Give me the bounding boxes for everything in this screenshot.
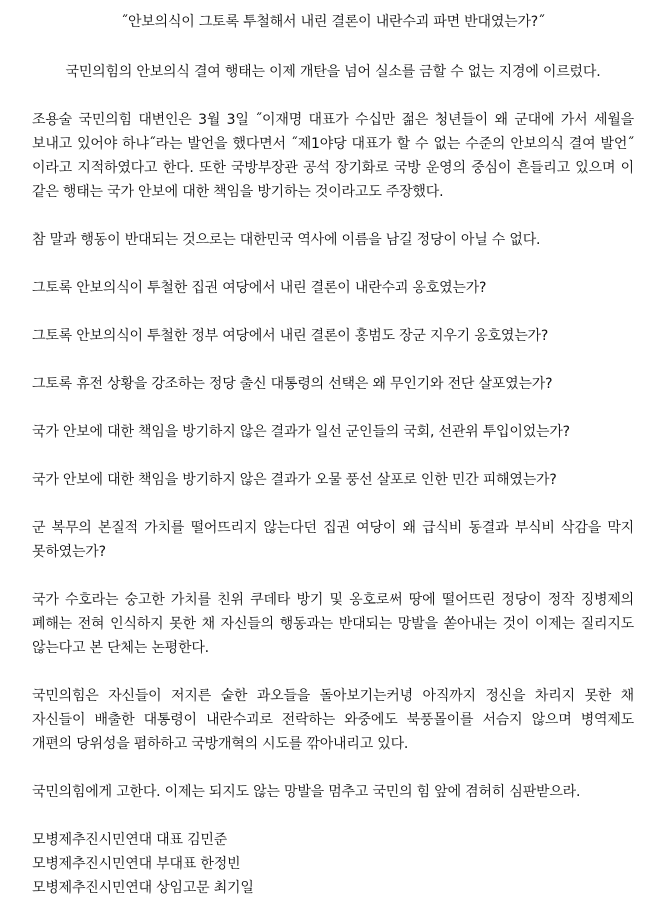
paragraph: 국가 수호라는 숭고한 가치를 친위 쿠데타 방기 및 옹호로써 땅에 떨어뜨린 정당이 정작 징병제의 폐해는 전혀 인식하지 못한 채 자신들의 행동과는 반대되는 망발을 쏟아내는 것이 이제는 질리지도 않는다고 본 단체는 논평한다. bbox=[32, 592, 634, 656]
paragraph: 참 말과 행동이 반대되는 것으로는 대한민국 역사에 이름을 남길 정당이 아닐 수 없다. bbox=[32, 232, 541, 248]
signature-block bbox=[32, 828, 634, 900]
document-title: ˝안보의식이 그토록 투철해서 내린 결론이 내란수괴 파면 반대였는가?˝ bbox=[121, 14, 545, 30]
paragraph: 그토록 안보의식이 투철한 집권 여당에서 내린 결론이 내란수괴 옹호였는가? bbox=[32, 280, 487, 296]
paragraph: 국민의힘은 자신들이 저지른 숱한 과오들을 돌아보기는커녕 아직까지 정신을 차리지 못한 채 자신들이 배출한 대통령이 내란수괴로 전락하는 와중에도 북풍몰이를 서슴지 않으며 병역제도 개편의 당위성을 폄하하고 국방개혁의 시도를 깎아내리고 있다. bbox=[32, 688, 634, 752]
document-body bbox=[32, 10, 634, 900]
paragraph: 국가 안보에 대한 책임을 방기하지 않은 결과가 오물 풍선 살포로 인한 민간 피해였는가? bbox=[32, 472, 557, 488]
paragraph: 국가 안보에 대한 책임을 방기하지 않은 결과가 일선 군인들의 국회, 선관위 투입이었는가? bbox=[32, 424, 570, 440]
signature-line: 모병제추진시민연대 상임고문 최기일 bbox=[32, 880, 254, 896]
paragraph: 국민의힘에게 고한다. 이제는 되지도 않는 망발을 멈추고 국민의 힘 앞에 겸허히 심판받으라. bbox=[32, 784, 581, 800]
signature-line: 모병제추진시민연대 대표 김민준 bbox=[32, 832, 228, 848]
paragraph: 그토록 안보의식이 투철한 정부 여당에서 내린 결론이 홍범도 장군 지우기 옹호였는가? bbox=[32, 328, 549, 344]
lead-sentence: 국민의힘의 안보의식 결여 행태는 이제 개탄을 넘어 실소를 금할 수 없는 지경에 이르렀다. bbox=[65, 64, 601, 80]
paragraph: 군 복무의 본질적 가치를 떨어뜨리지 않는다던 집권 여당이 왜 급식비 동결과 부식비 삭감을 막지 못하였는가? bbox=[32, 520, 634, 560]
paragraph: 조용술 국민의힘 대변인은 3월 3일 ˝이재명 대표가 수십만 젊은 청년들이 왜 군대에 가서 세월을 보내고 있어야 하냐˝라는 발언을 했다면서 ˝제1야당 대표가 할 수 없는 수준의 안보의식 결여 발언˝이라고 지적하였다고 한다. 또한 국방부장관 공석 장기화로 국방 운영의 중심이 흔들리고 있으며 이 같은 행태는 국가 안보에 대한 책임을 방기하는 것이라고도 주장했다. bbox=[32, 112, 634, 200]
signature-line: 모병제추진시민연대 부대표 한정빈 bbox=[32, 856, 241, 872]
paragraph: 그토록 휴전 상황을 강조하는 정당 출신 대통령의 선택은 왜 무인기와 전단 살포였는가? bbox=[32, 376, 553, 392]
